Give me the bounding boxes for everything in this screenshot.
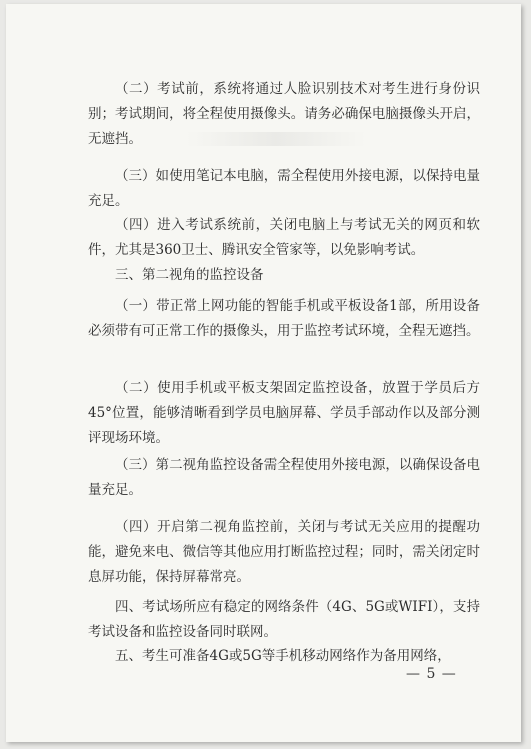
paragraph-stand-position: （二）使用手机或平板支架固定监控设备，放置于学员后方45°位置，能够清晰看到学员电脑屏幕、学员手部动作以及部分测评现场环境。 <box>88 380 480 446</box>
paragraph-phone-device: （一）带正常上网功能的智能手机或平板设备1部，所用设备必须带有可正常工作的摄像头，用于监控考试环境，全程无遮挡。 <box>88 298 480 339</box>
page-number: — 5 — <box>406 666 457 682</box>
paragraph-laptop-power: （三）如使用笔记本电脑，需全程使用外接电源，以保持电量充足。 <box>88 168 480 209</box>
section-heading-second-view: 三、第二视角的监控设备 <box>115 267 264 283</box>
paragraph-network: 四、考试场所应有稳定的网络条件（4G、5G或WIFI），支持考试设备和监控设备同时联网。 <box>88 599 480 640</box>
paragraph-exam-face-recognition: （二）考试前，系统将通过人脸识别技术对考生进行身份识别；考试期间，将全程使用摄像头。请务必确保电脑摄像头开启，无遮挡。 <box>88 81 480 147</box>
paragraph-close-software: （四）进入考试系统前，关闭电脑上与考试无关的网页和软件，尤其是360卫士、腾讯安全管家等，以免影响考试。 <box>88 217 480 258</box>
paragraph-notifications: （四）开启第二视角监控前，关闭与考试无关应用的提醒功能，避免来电、微信等其他应用打断监控过程；同时，需关闭定时息屏功能，保持屏幕常亮。 <box>88 519 480 585</box>
paragraph-backup-network: 五、考生可准备4G或5G等手机移动网络作为备用网络， <box>115 648 451 664</box>
document-page <box>6 4 521 742</box>
paragraph-monitor-power: （三）第二视角监控设备需全程使用外接电源，以确保设备电量充足。 <box>88 457 480 498</box>
